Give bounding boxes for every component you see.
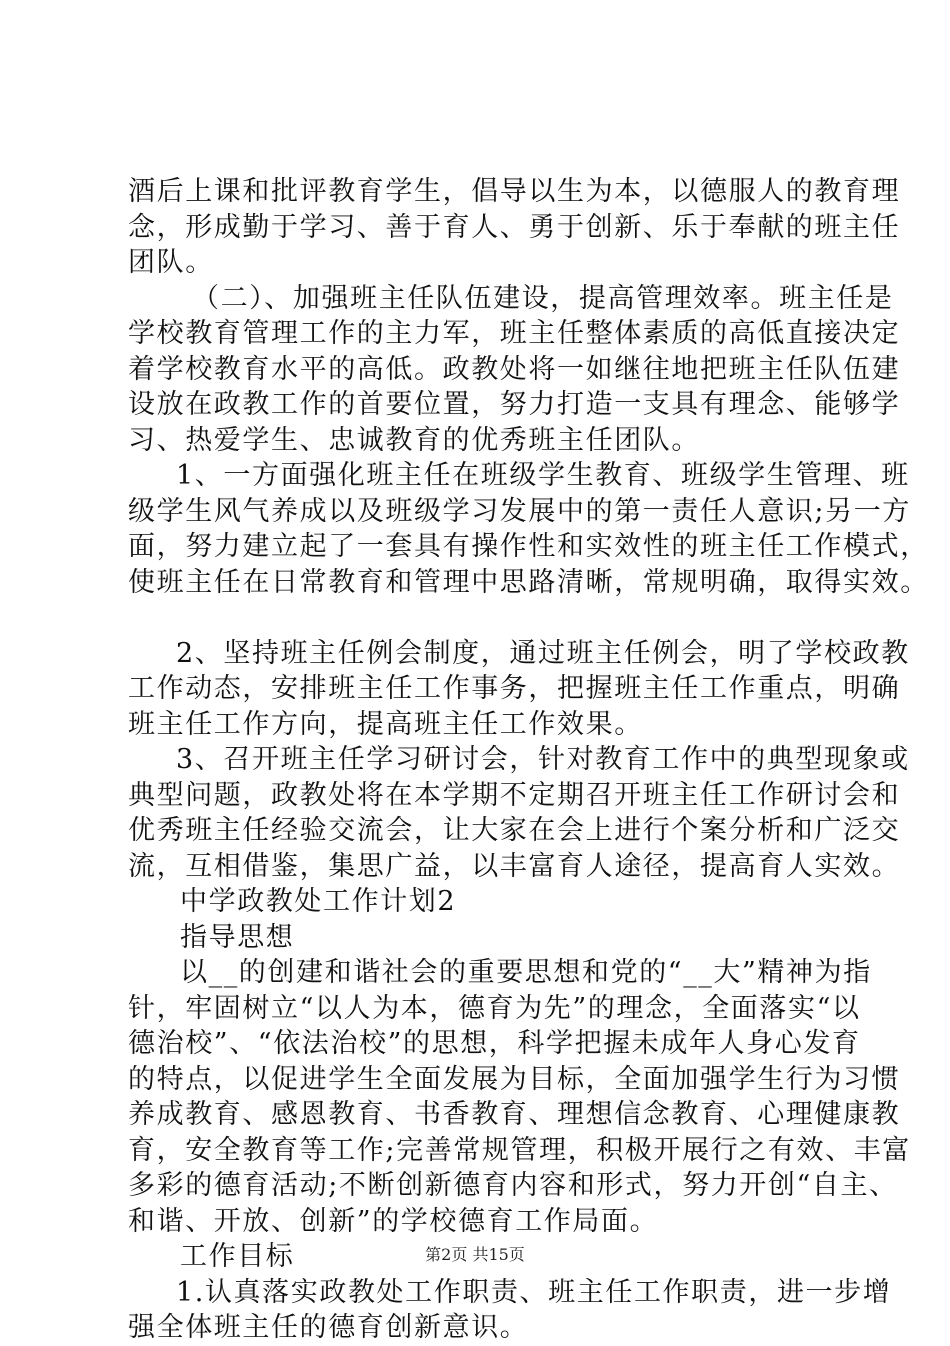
document-body (128, 174, 929, 1346)
text-line: 1、一方面强化班主任在班级学生教育、班级学生管理、班 (176, 460, 910, 491)
text-line: 2、坚持班主任例会制度，通过班主任例会，明了学校政教 (176, 637, 910, 669)
text-line: 3、召开班主任学习研讨会，针对教育工作中的典型现象或 (176, 744, 910, 775)
text-line: 酒后上课和批评教育学生，倡导以生为本，以德服人的教育理 (128, 176, 901, 207)
text-line: 念，形成勤于学习、善于育人、勇于创新、乐于奉献的班主任 (128, 211, 901, 243)
text-line: 流，互相借鉴，集思广益，以丰富育人途径，提高育人实效。 (128, 850, 901, 882)
text-line: （二）、加强班主任队伍建设，提高管理效率。班主任是 (192, 282, 894, 314)
text-line: 针，牢固树立“以人为本，德育为先”的理念，全面落实“以 (128, 992, 861, 1024)
text-line: 使班主任在日常教育和管理中思路清晰，常规明确，取得实效。 (128, 566, 929, 598)
text-line: 习、热爱学生、忠诚教育的优秀班主任团队。 (128, 424, 700, 456)
text-line: 和谐、开放、创新”的学校德育工作局面。 (128, 1205, 659, 1237)
text-line: 的特点，以促进学生全面发展为目标，全面加强学生行为习惯 (128, 1063, 901, 1095)
page-number-footer: 第2页 共15页 (425, 1245, 525, 1264)
text-line: 优秀班主任经验交流会，让大家在会上进行个案分析和广泛交 (128, 815, 901, 846)
text-line: 面，努力建立起了一套具有操作性和实效性的班主任工作模式， (128, 531, 929, 562)
text-line: 典型问题，政教处将在本学期不定期召开班主任工作研讨会和 (128, 779, 901, 811)
text-line: 育，安全教育等工作;完善常规管理，积极开展行之有效、丰富 (128, 1134, 911, 1166)
text-line: 着学校教育水平的高低。政教处将一如继往地把班主任队伍建 (128, 353, 901, 385)
text-line: 级学生风气养成以及班级学习发展中的第一责任人意识;另一方 (128, 495, 911, 527)
text-line: 团队。 (128, 247, 214, 278)
text-line: 班主任工作方向，提高班主任工作效果。 (128, 708, 643, 740)
section-title: 中学政教处工作计划2 (180, 886, 457, 917)
text-line: 工作动态，安排班主任工作事务，把握班主任工作重点，明确 (128, 673, 901, 704)
text-line: 养成教育、感恩教育、书香教育、理想信念教育、心理健康教 (128, 1099, 901, 1130)
paragraph-gap (128, 600, 868, 636)
section-heading: 指导思想 (180, 921, 295, 953)
section-heading: 工作目标 (180, 1241, 295, 1272)
text-line: 设放在政教工作的首要位置，努力打造一支具有理念、能够学 (128, 389, 901, 420)
text-line: 多彩的德育活动;不断创新德育内容和形式，努力开创“自主、 (128, 1170, 898, 1201)
text-line: 1.认真落实政教处工作职责、班主任工作职责，进一步增 (176, 1276, 892, 1308)
text-line: 学校教育管理工作的主力军，班主任整体素质的高低直接决定 (128, 318, 901, 349)
text-line: 德治校”、“依法治校”的思想，科学把握未成年人身心发育 (128, 1028, 861, 1059)
text-line: 以__的创建和谐社会的重要思想和党的“__大”精神为指 (180, 957, 872, 988)
text-line: 强全体班主任的德育创新意识。 (128, 1312, 529, 1343)
